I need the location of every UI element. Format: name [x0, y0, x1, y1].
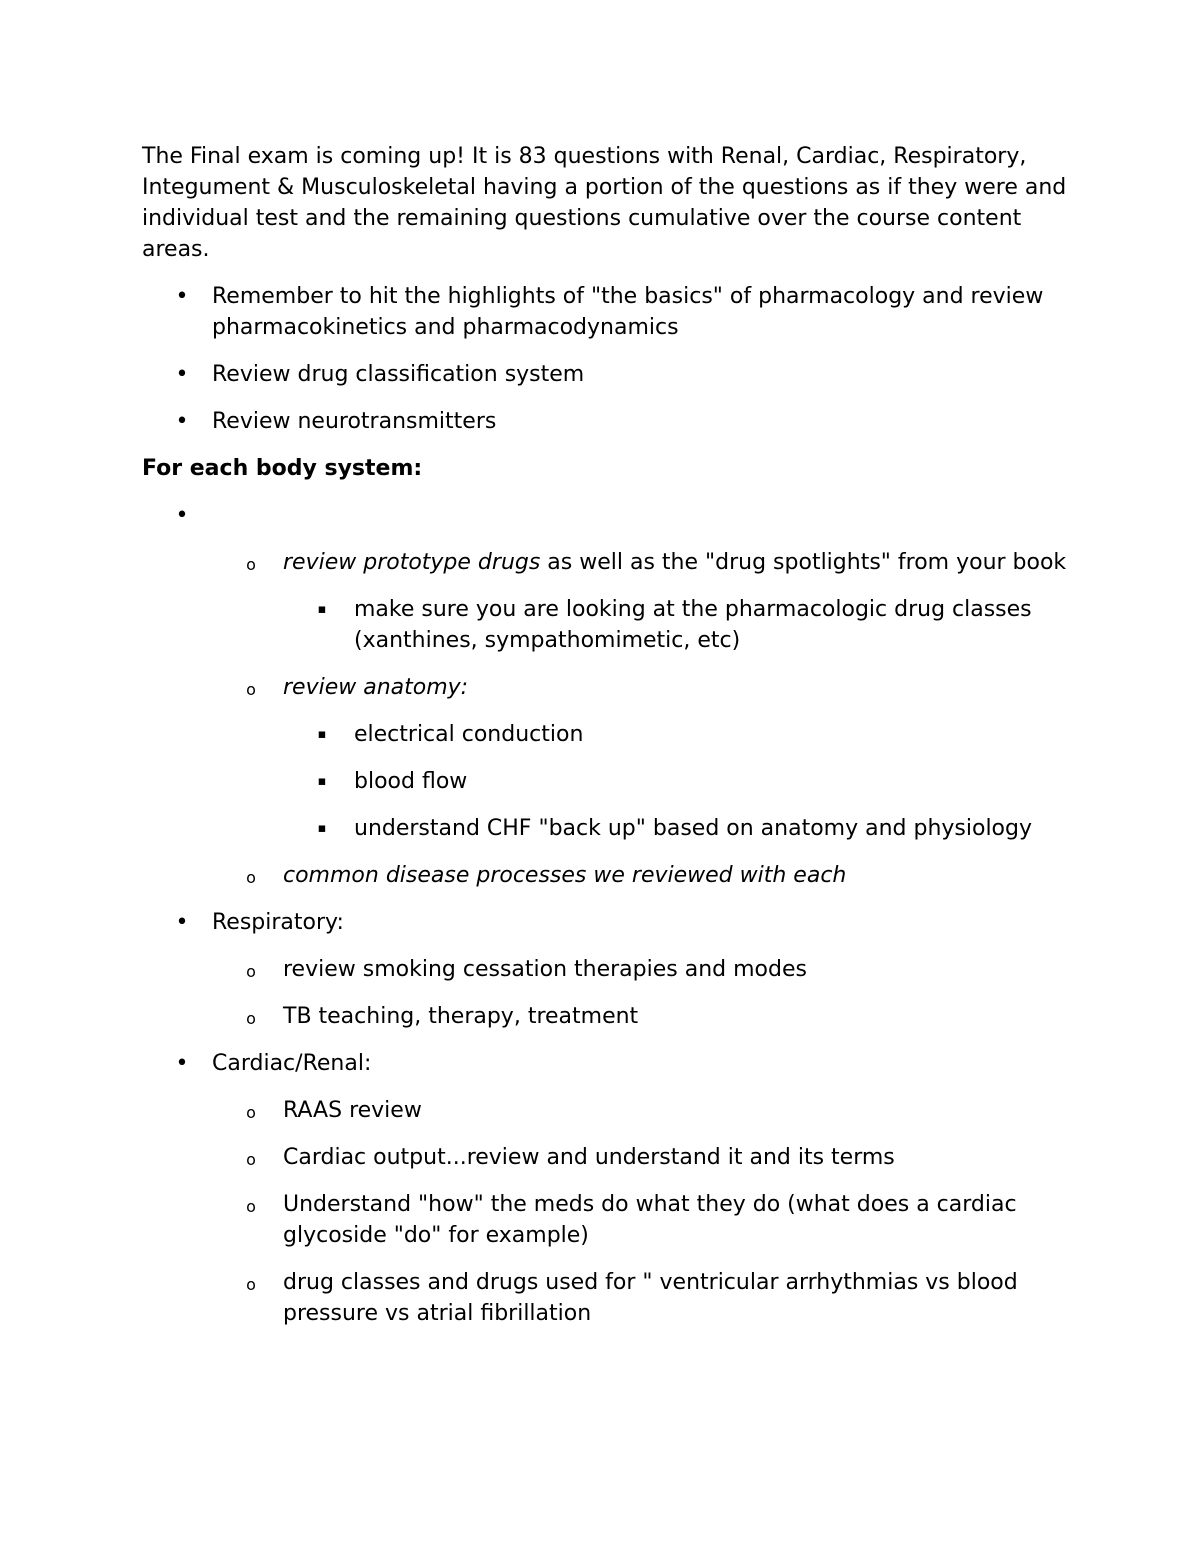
bullet-marker: o [246, 1275, 256, 1294]
cardiac-renal-sublist [212, 1095, 1072, 1329]
list-item-text: Review drug classification system [212, 362, 585, 387]
bullet-marker: o [246, 1197, 256, 1216]
sublist-item [212, 1267, 1072, 1329]
bullet-marker: • [175, 1051, 189, 1076]
anatomy-sublist [283, 719, 1072, 844]
body-system-sublist [212, 547, 1072, 891]
bullet-marker: o [246, 962, 256, 981]
list-item-text: review smoking cessation therapies and modes [283, 957, 807, 982]
sublist-item [212, 1189, 1072, 1251]
sublist-item [212, 547, 1072, 656]
respiratory-sublist [212, 954, 1072, 1032]
list-item-text: Review neurotransmitters [212, 409, 497, 434]
list-item-text: electrical conduction [354, 722, 584, 747]
empty-line [212, 500, 1072, 531]
list-item-text: RAAS review [283, 1098, 422, 1123]
sublist-item [212, 1142, 1072, 1173]
bullet-marker: o [246, 1103, 256, 1122]
list-item [142, 406, 1072, 437]
respiratory-label: Respiratory: [212, 910, 344, 935]
list-item-text: make sure you are looking at the pharmacologic drug classes (xanthines, sympathomimetic, etc) [354, 597, 1032, 653]
prototype-sublist [283, 594, 1072, 656]
sublist-item [212, 672, 1072, 844]
sub-sublist-item [283, 813, 1072, 844]
list-item-text: blood flow [354, 769, 468, 794]
document-page [142, 141, 1072, 1345]
bullet-marker: • [175, 284, 189, 309]
bullet-marker: o [246, 868, 256, 887]
anatomy-label: review anatomy: [283, 675, 469, 700]
body-system-list [142, 500, 1072, 1329]
sub-sublist-item [283, 719, 1072, 750]
sublist-item [212, 1001, 1072, 1032]
bullet-marker: o [246, 1009, 256, 1028]
prototype-drugs-text: as well as the "drug spotlights" from your book [540, 550, 1067, 575]
prototype-drugs-emphasis: review prototype drugs [283, 550, 541, 575]
bullet-marker: ▪ [317, 821, 327, 836]
bullet-marker: o [246, 1150, 256, 1169]
list-item-text: TB teaching, therapy, treatment [283, 1004, 639, 1029]
bullet-marker: ▪ [317, 602, 327, 617]
body-system-heading: For each body system: [142, 456, 423, 481]
general-review-list [142, 281, 1072, 437]
sublist-item [212, 954, 1072, 985]
bullet-marker: • [175, 910, 189, 935]
list-item-cardiac-renal [142, 1048, 1072, 1329]
bullet-marker: o [246, 680, 256, 699]
bullet-marker: • [175, 503, 189, 528]
sub-sublist-item [283, 594, 1072, 656]
bullet-marker: • [175, 409, 189, 434]
bullet-marker: ▪ [317, 774, 327, 789]
bullet-marker: • [175, 362, 189, 387]
list-item-text: drug classes and drugs used for " ventricular arrhythmias vs blood pressure vs atrial fibrillation [283, 1270, 1018, 1326]
intro-paragraph: The Final exam is coming up! It is 83 questions with Renal, Cardiac, Respiratory, Integument & Musculoskeletal having a portion of the questions as if they were and individual test and the remaining questions cumulative over the course content areas. [142, 144, 1067, 262]
disease-processes-text: common disease processes we reviewed with each [283, 863, 847, 888]
sub-sublist-item [283, 766, 1072, 797]
cardiac-renal-label: Cardiac/Renal: [212, 1051, 372, 1076]
list-item-respiratory [142, 907, 1072, 1032]
sublist-item [212, 1095, 1072, 1126]
list-item [142, 359, 1072, 390]
list-item-text: Remember to hit the highlights of "the basics" of pharmacology and review pharmacokinetics and pharmacodynamics [212, 284, 1044, 340]
list-item-text: understand CHF "back up" based on anatomy and physiology [354, 816, 1033, 841]
list-item-text: Understand "how" the meds do what they do (what does a cardiac glycoside "do" for example) [283, 1192, 1017, 1248]
list-item [142, 281, 1072, 343]
bullet-marker: ▪ [317, 727, 327, 742]
list-item-empty [142, 500, 1072, 891]
list-item-text: Cardiac output...review and understand it and its terms [283, 1145, 895, 1170]
sublist-item [212, 860, 1072, 891]
bullet-marker: o [246, 555, 256, 574]
